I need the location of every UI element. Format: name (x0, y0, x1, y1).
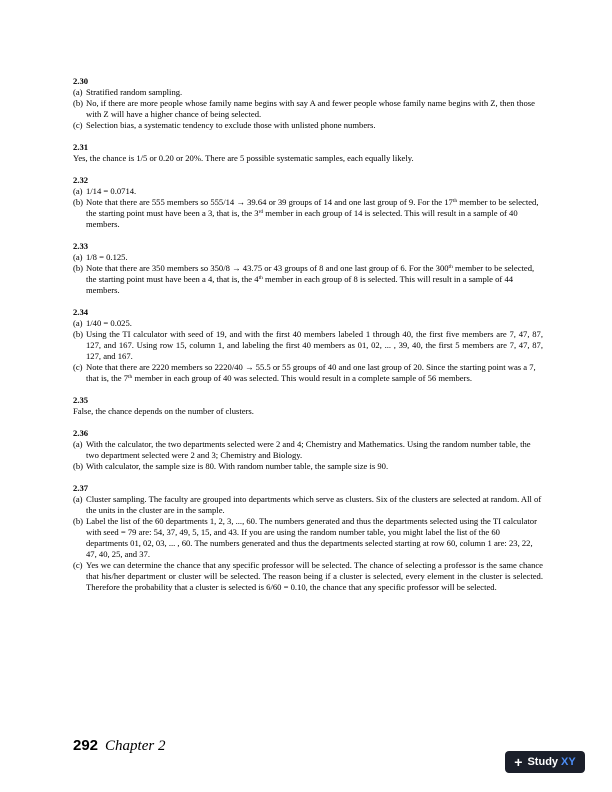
text-run: Note that there are 555 members so 555/14 → 39.64 or 39 groups of 14 and one last group of 9. For the 17 (86, 197, 453, 207)
item-label: (a) (73, 439, 83, 449)
item-label: (b) (73, 516, 84, 526)
item-label: (a) (73, 186, 83, 196)
superscript: rd (258, 209, 264, 215)
exercise-2-34 (73, 307, 543, 384)
list-item (73, 329, 543, 362)
list-item (73, 516, 543, 560)
text-run: Note that there are 2220 members so 2220/40 → 55.5 or 55 groups of 40 and one last group of 20. Since the starting point was a 7, that is, the 7 (86, 362, 536, 383)
list-item (73, 87, 543, 98)
item-label: (b) (73, 197, 84, 207)
item-label: (a) (73, 318, 83, 328)
item-text: 1/8 = 0.125. (86, 252, 128, 262)
item-label: (a) (73, 87, 83, 97)
list-item (73, 494, 543, 516)
item-label: (c) (73, 362, 83, 372)
item-text: 1/40 = 0.025. (86, 318, 132, 328)
exercise-2-37 (73, 483, 543, 593)
item-text: Stratified random sampling. (86, 87, 183, 97)
item-label: (a) (73, 252, 83, 262)
list-item (73, 120, 543, 131)
item-text: Using the TI calculator with seed of 19, and with the first 40 members labeled 1 through 40, the first five members are 7, 47, 87, 127, and 167. Using row 15, column 1, and labeling the first 40 members as 01, 02, ... , 39, 40, the first 5 members are 7, 47, 87, 127, and 167. (86, 329, 543, 361)
exercise-number: 2.34 (73, 307, 89, 317)
list-item (73, 318, 543, 329)
item-text: Cluster sampling. The faculty are grouped into departments which serve as clusters. Six of the clusters are selected at random. All of the units in the cluster are in the sample. (86, 494, 542, 515)
text-run: member to be selected, the starting point must have been a 3, that is, the 3 (86, 197, 539, 218)
exercise-answer: Yes, the chance is 1/5 or 0.20 or 20%. There are 5 possible systematic samples, each equally likely. (73, 153, 414, 163)
item-label: (c) (73, 120, 83, 130)
page-number: 292 (73, 737, 99, 754)
exercise-2-32 (73, 175, 543, 230)
item-label: (b) (73, 461, 84, 471)
list-item (73, 439, 543, 461)
item-text: With calculator, the sample size is 80. With random number table, the sample size is 90. (86, 461, 389, 471)
superscript: th (448, 264, 453, 270)
superscript: th (452, 198, 458, 204)
item-label: (a) (73, 494, 83, 504)
superscript: th (128, 374, 133, 380)
item-label: (b) (73, 329, 84, 339)
exercise-2-33 (73, 241, 543, 296)
exercise-number: 2.37 (73, 483, 89, 493)
item-label: (c) (73, 560, 83, 570)
text-run: member to be selected, the starting point must have been a 4, that is, the 4 (86, 263, 535, 284)
exercise-answer: False, the chance depends on the number of clusters. (73, 406, 254, 416)
studyxy-badge[interactable] (505, 751, 585, 773)
exercise-number: 2.30 (73, 76, 89, 86)
item-text (86, 263, 543, 296)
list-item (73, 252, 543, 263)
item-text (86, 197, 543, 230)
exercise-number: 2.36 (73, 428, 89, 438)
item-text: Label the list of the 60 departments 1, 2, 3, ..., 60. The numbers generated and thus the departments selected using the TI calculator with seed = 79 are: 54, 37, 49, 5, 15, and 43. If you are using the random number table, you might label the list of the 60 departments 01, 02, 03, ... , 60. The numbers generated and thus the departments selected starting at row 60, column 1 are: 23, 22, 47, 40, 25, and 37. (86, 516, 537, 559)
chapter-label: Chapter 2 (105, 738, 166, 754)
text-run: member in each group of 14 is selected. This will result in a sample of 40 members. (86, 208, 518, 229)
exercise-2-30 (73, 76, 543, 131)
item-text: No, if there are more people whose family name begins with say A and fewer people whose family name begins with Z, then those with Z will have a higher chance of being selected. (86, 98, 535, 119)
list-item (73, 186, 543, 197)
plus-icon: + (514, 754, 523, 770)
superscript: th (258, 275, 263, 281)
exercise-2-35 (73, 395, 543, 417)
exercise-number: 2.33 (73, 241, 89, 251)
item-text (86, 362, 543, 384)
list-item (73, 197, 543, 230)
page-content (73, 76, 543, 604)
list-item (73, 461, 543, 472)
exercise-number: 2.31 (73, 142, 89, 152)
page-footer (73, 737, 165, 755)
item-text: 1/14 = 0.0714. (86, 186, 137, 196)
item-label: (b) (73, 263, 84, 273)
item-text: With the calculator, the two departments selected were 2 and 4; Chemistry and Mathematics. Using the random number table, the two department selected were 2 and 3; Chemistry and Biology. (86, 439, 531, 460)
exercise-2-36 (73, 428, 543, 472)
list-item (73, 362, 543, 384)
item-text: Yes we can determine the chance that any specific professor will be selected. The chance of selecting a professor is the same chance that his/her department or cluster will be selected. The reason being if a cluster is selected, every element in the cluster is selected. Therefore the probability that a cluster is selected is 6/60 = 0.10, the chance that any specific professor will be selected. (86, 560, 543, 592)
list-item (73, 98, 543, 120)
exercise-2-31 (73, 142, 543, 164)
item-label: (b) (73, 98, 84, 108)
list-item (73, 263, 543, 296)
exercise-number: 2.32 (73, 175, 89, 185)
item-text: Selection bias, a systematic tendency to exclude those with unlisted phone numbers. (86, 120, 376, 130)
exercise-number: 2.35 (73, 395, 89, 405)
text-run: member in each group of 8 is selected. This will result in a sample of 44 members. (86, 274, 514, 295)
text-run: Note that there are 350 members so 350/8 → 43.75 or 43 groups of 8 and one last group of 6. For the 300 (86, 263, 449, 273)
text-run: member in each group of 40 was selected. This would result in a complete sample of 56 members. (132, 373, 472, 383)
brand-accent: XY (561, 756, 576, 768)
brand-name: Study (527, 756, 559, 768)
list-item (73, 560, 543, 593)
